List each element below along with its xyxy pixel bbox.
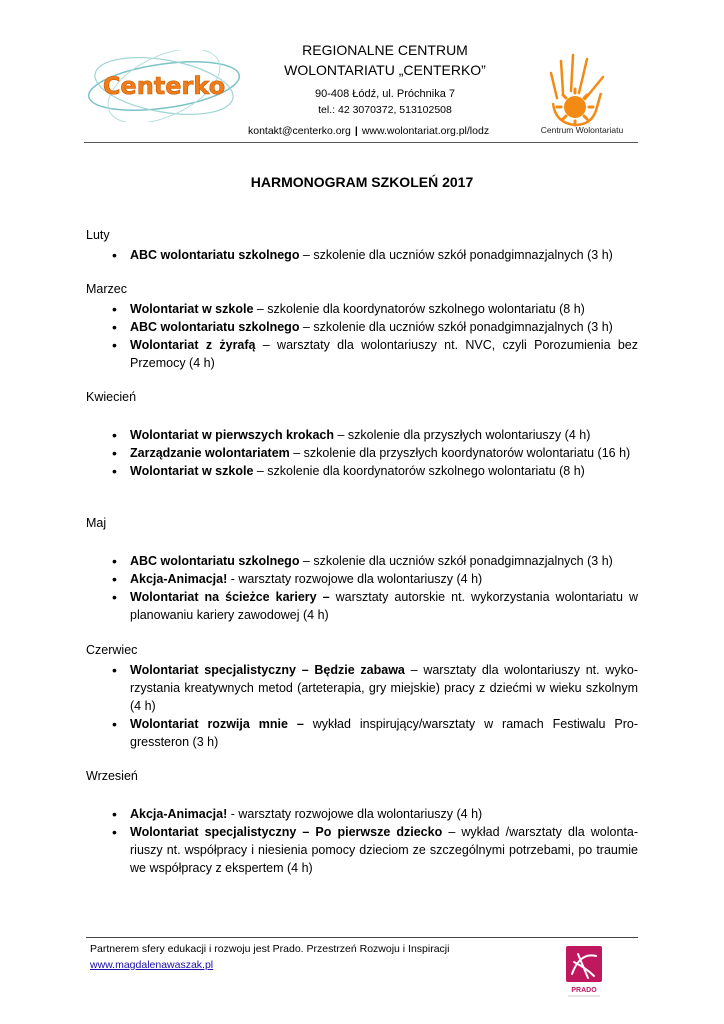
list-item xyxy=(86,588,638,624)
list-item xyxy=(86,300,638,318)
month-heading-marzec: Marzec xyxy=(86,282,127,296)
prado-logo xyxy=(562,942,606,1000)
training-name: Akcja-Animacja! xyxy=(130,807,228,821)
header-divider xyxy=(84,142,638,143)
training-name: Zarządzanie wolontariatem xyxy=(130,446,290,460)
training-name: Wolontariat w pierwszych krokach xyxy=(130,428,334,442)
training-name: Wolontariat z żyrafą xyxy=(130,338,256,352)
footer-partner-text: Partnerem sfery edukacji i rozwoju jest Prado. Przestrzeń Rozwoju i Inspiracji xyxy=(90,943,450,955)
month-heading-wrzesien: Wrzesień xyxy=(86,769,138,783)
training-name: ABC wolontariatu szkolnego xyxy=(130,554,300,568)
list-item xyxy=(86,444,638,462)
list-item xyxy=(86,462,638,480)
centerko-logo xyxy=(84,50,244,122)
prado-logo-icon xyxy=(562,942,606,1000)
training-name: Wolontariat specjalistyczny – Będzie zabawa xyxy=(130,663,405,677)
training-description: - warsztaty rozwojowe dla wolontariuszy (4 h) xyxy=(227,572,483,586)
training-description: – szkolenie dla przyszłych wolontariuszy (4 h) xyxy=(334,428,591,442)
contact-website[interactable]: www.wolontariat.org.pl/lodz xyxy=(361,125,490,137)
list-item xyxy=(86,661,638,715)
training-name: Wolontariat na ścieżce kariery – xyxy=(130,590,330,604)
footer-link[interactable]: www.magdalenawaszak.pl xyxy=(90,959,214,971)
centerko-logo-text: Centerko xyxy=(102,72,226,100)
training-description: warsztaty autorskie nt. wykorzystania wolontariatu w planowaniu kariery zawodowej (4 h) xyxy=(130,590,638,622)
training-name: Wolontariat w szkole xyxy=(130,464,254,478)
training-description: – szkolenie dla uczniów szkół ponadgimnazjalnych (3 h) xyxy=(299,554,613,568)
training-description: - warsztaty rozwojowe dla wolontariuszy (4 h) xyxy=(227,807,483,821)
list-item xyxy=(86,318,638,336)
training-name: Wolontariat w szkole xyxy=(130,302,254,316)
training-description: – warsztaty dla wolontariuszy nt. NVC, czyli Porozumienia bez Przemocy (4 h) xyxy=(130,338,638,370)
centerko-logo-graphic xyxy=(84,50,244,122)
list-item xyxy=(86,715,638,751)
month-list-kwiecien xyxy=(86,426,638,480)
centrum-wolontariatu-logo xyxy=(537,43,627,138)
contact-line xyxy=(248,125,489,137)
month-list-wrzesien xyxy=(86,805,638,877)
month-list-maj xyxy=(86,552,638,624)
training-name: Wolontariat rozwija mnie – xyxy=(130,717,304,731)
training-name: Wolontariat specjalistyczny – Po pierwsze dziecko xyxy=(130,825,443,839)
training-name: Akcja-Animacja! xyxy=(130,572,228,586)
list-item xyxy=(86,805,638,823)
training-description: – wykład /warsztaty dla wolonta-riuszy nt. współpracy i niesienia pomocy dzieciom ze szczególnymi potrzebami, po traumie we współpracy z ekspertem (4 h) xyxy=(130,825,638,875)
prado-logo-text: PRADO xyxy=(571,987,597,994)
list-item xyxy=(86,336,638,372)
month-list-luty xyxy=(86,246,638,264)
training-description: – szkolenie dla koordynatorów szkolnego wolontariatu (8 h) xyxy=(253,302,585,316)
training-description: – szkolenie dla uczniów szkół ponadgimnazjalnych (3 h) xyxy=(299,248,613,262)
list-item xyxy=(86,570,638,588)
training-name: ABC wolontariatu szkolnego xyxy=(130,248,300,262)
centrum-wolontariatu-logo-text: Centrum Wolontariatu xyxy=(540,125,624,135)
contact-separator: | xyxy=(354,125,358,137)
footer-divider xyxy=(86,937,638,938)
list-item xyxy=(86,823,638,877)
footer xyxy=(90,941,449,973)
org-name-line1: REGIONALNE CENTRUM xyxy=(302,42,468,58)
month-heading-czerwiec: Czerwiec xyxy=(86,643,138,657)
org-name-line2: WOLONTARIATU „CENTERKO” xyxy=(284,62,486,78)
month-heading-luty: Luty xyxy=(86,228,110,242)
training-description: – warsztaty dla wolontariuszy nt. wyko-rzystania kreatywnych metod (arteterapia, gry miejskie) pracy z dziećmi w wieku szkolnym (4 h) xyxy=(130,663,638,713)
training-name: ABC wolontariatu szkolnego xyxy=(130,320,300,334)
month-heading-maj: Maj xyxy=(86,516,107,530)
page-title: HARMONOGRAM SZKOLEŃ 2017 xyxy=(250,174,474,190)
list-item xyxy=(86,552,638,570)
org-address: 90-408 Łódź, ul. Próchnika 7 xyxy=(314,88,456,100)
month-list-marzec xyxy=(86,300,638,372)
list-item xyxy=(86,426,638,444)
month-list-czerwiec xyxy=(86,661,638,751)
training-description: – szkolenie dla uczniów szkół ponadgimnazjalnych (3 h) xyxy=(299,320,613,334)
training-description: – szkolenie dla przyszłych koordynatorów wolontariatu (16 h) xyxy=(289,446,631,460)
month-heading-kwiecien: Kwiecień xyxy=(86,390,137,404)
training-description: – szkolenie dla koordynatorów szkolnego wolontariatu (8 h) xyxy=(253,464,585,478)
list-item xyxy=(86,246,638,264)
hand-sun-icon xyxy=(537,43,627,138)
org-phone: tel.: 42 3070372, 513102508 xyxy=(318,104,452,116)
training-description: wykład inspirujący/warsztaty w ramach Festiwalu Pro-gressteron (3 h) xyxy=(130,717,638,749)
contact-email[interactable]: kontakt@centerko.org xyxy=(248,125,351,137)
